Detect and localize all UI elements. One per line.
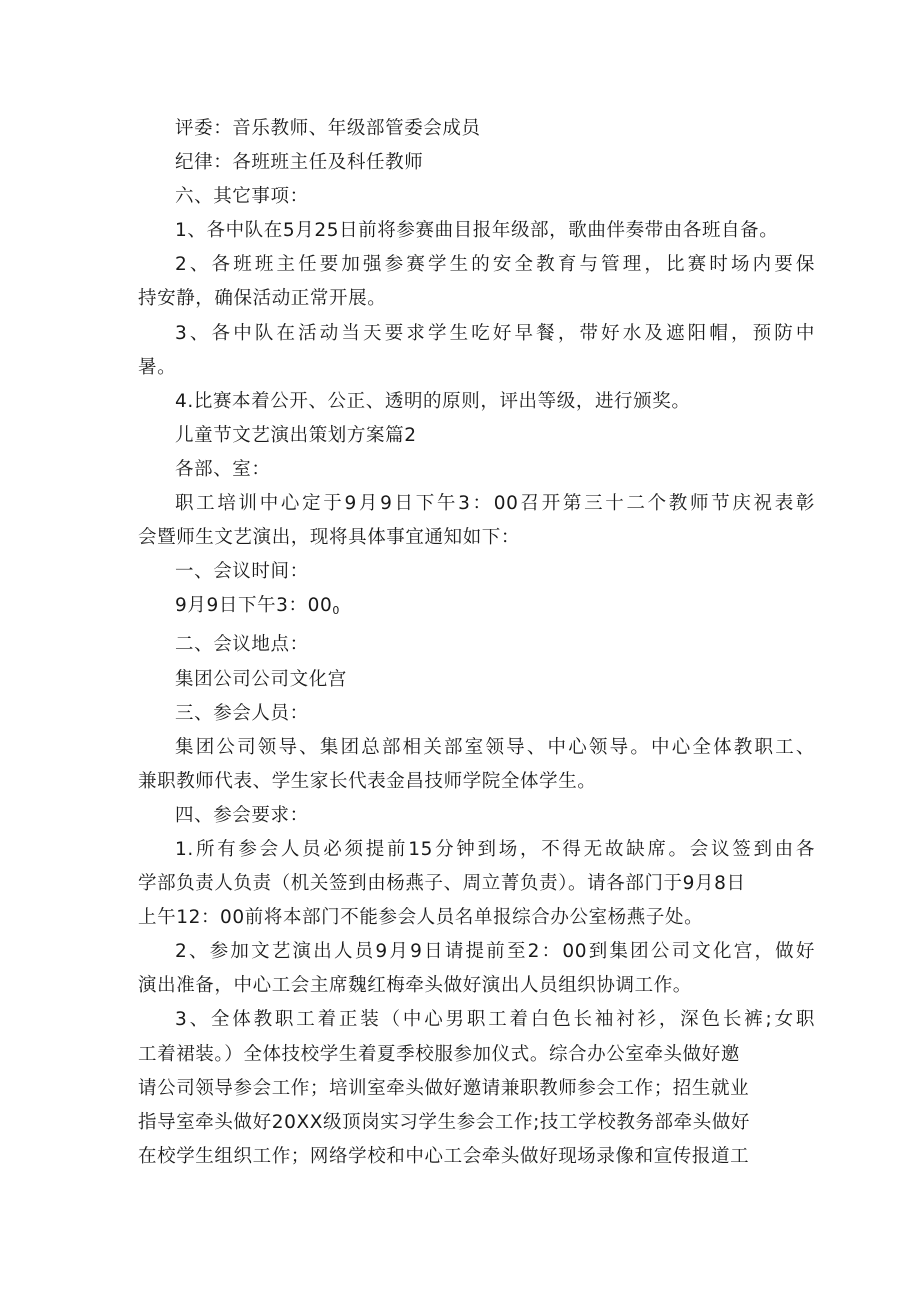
text-line: 纪律：各班班主任及科任教师 bbox=[175, 152, 424, 174]
text-line: 1、各中队在5月25日前将参赛曲目报年级部，歌曲伴奏带由各班自备。 bbox=[175, 220, 779, 242]
text-line: 演出准备，中心工会主席魏红梅牵头做好演出人员组织协调工作。 bbox=[138, 975, 692, 997]
text-line: 兼职教师代表、学生家长代表金昌技师学院全体学生。 bbox=[138, 770, 597, 792]
salutation: 各部、室： bbox=[175, 458, 271, 480]
text-line: 指导室牵头做好20XX级顶岗实习学生参会工作;技工学校教务部牵头做好 bbox=[138, 1111, 751, 1133]
meeting-time bbox=[138, 589, 788, 628]
text-line: 1.所有参会人员必须提前15分钟到场，不得无故缺席。会议签到由各 bbox=[175, 838, 815, 860]
meeting-location: 集团公司公司文化宫 bbox=[175, 668, 347, 690]
document-title: 儿童节文艺演出策划方案篇2 bbox=[175, 424, 417, 446]
text-line: 4.比赛本着公开、公正、透明的原则，评出等级，进行颁奖。 bbox=[175, 390, 691, 412]
text-line: 工着裙装。）全体技校学生着夏季校服参加仪式。综合办公室牵头做好邀 bbox=[138, 1043, 740, 1065]
text-line: 上午12：00前将本部门不能参会人员名单报综合办公室杨燕子处。 bbox=[138, 907, 704, 929]
text-line: 3、各中队在活动当天要求学生吃好早餐，带好水及遮阳帽，预防中 bbox=[175, 322, 815, 344]
text-line: 2、参加文艺演出人员9月9日请提前至2：00到集团公司文化宫，做好 bbox=[175, 941, 815, 963]
meeting-time-subscript: 0 bbox=[332, 604, 340, 618]
text-line: 暑。 bbox=[138, 356, 177, 378]
document-body bbox=[138, 112, 815, 1174]
text-line: 集团公司领导、集团总部相关部室领导、中心领导。中心全体教职工、 bbox=[175, 736, 815, 758]
text-line: 在校学生组织工作；网络学校和中心工会牵头做好现场录像和宣传报道工 bbox=[138, 1145, 750, 1167]
text-line: 评委：音乐教师、年级部管委会成员 bbox=[175, 118, 481, 139]
section-heading: 三、参会人员： bbox=[175, 702, 309, 724]
text-line: 学部负责人负责（机关签到由杨燕子、周立菁负责）。请各部门于9月8日 bbox=[138, 873, 746, 895]
section-heading: 一、会议时间： bbox=[175, 561, 309, 583]
section-heading: 四、参会要求： bbox=[175, 804, 309, 826]
meeting-time-text: 9月9日下午3：00 bbox=[175, 595, 333, 617]
text-line: 职工培训中心定于9月9日下午3：00召开第三十二个教师节庆祝表彰 bbox=[175, 493, 815, 515]
text-line: 会暨师生文艺演出，现将具体事宜通知如下： bbox=[138, 527, 521, 549]
text-line: 3、全体教职工着正装（中心男职工着白色长袖衬衫，深色长裤;女职 bbox=[175, 1009, 815, 1031]
section-heading: 二、会议地点： bbox=[175, 634, 309, 656]
text-line: 2、各班班主任要加强参赛学生的安全教育与管理，比赛时场内要保 bbox=[175, 254, 815, 276]
text-line: 持安静，确保活动正常开展。 bbox=[138, 288, 387, 310]
section-heading: 六、其它事项： bbox=[175, 186, 309, 208]
text-line: 请公司领导参会工作；培训室牵头做好邀请兼职教师参会工作；招生就业 bbox=[138, 1077, 750, 1099]
